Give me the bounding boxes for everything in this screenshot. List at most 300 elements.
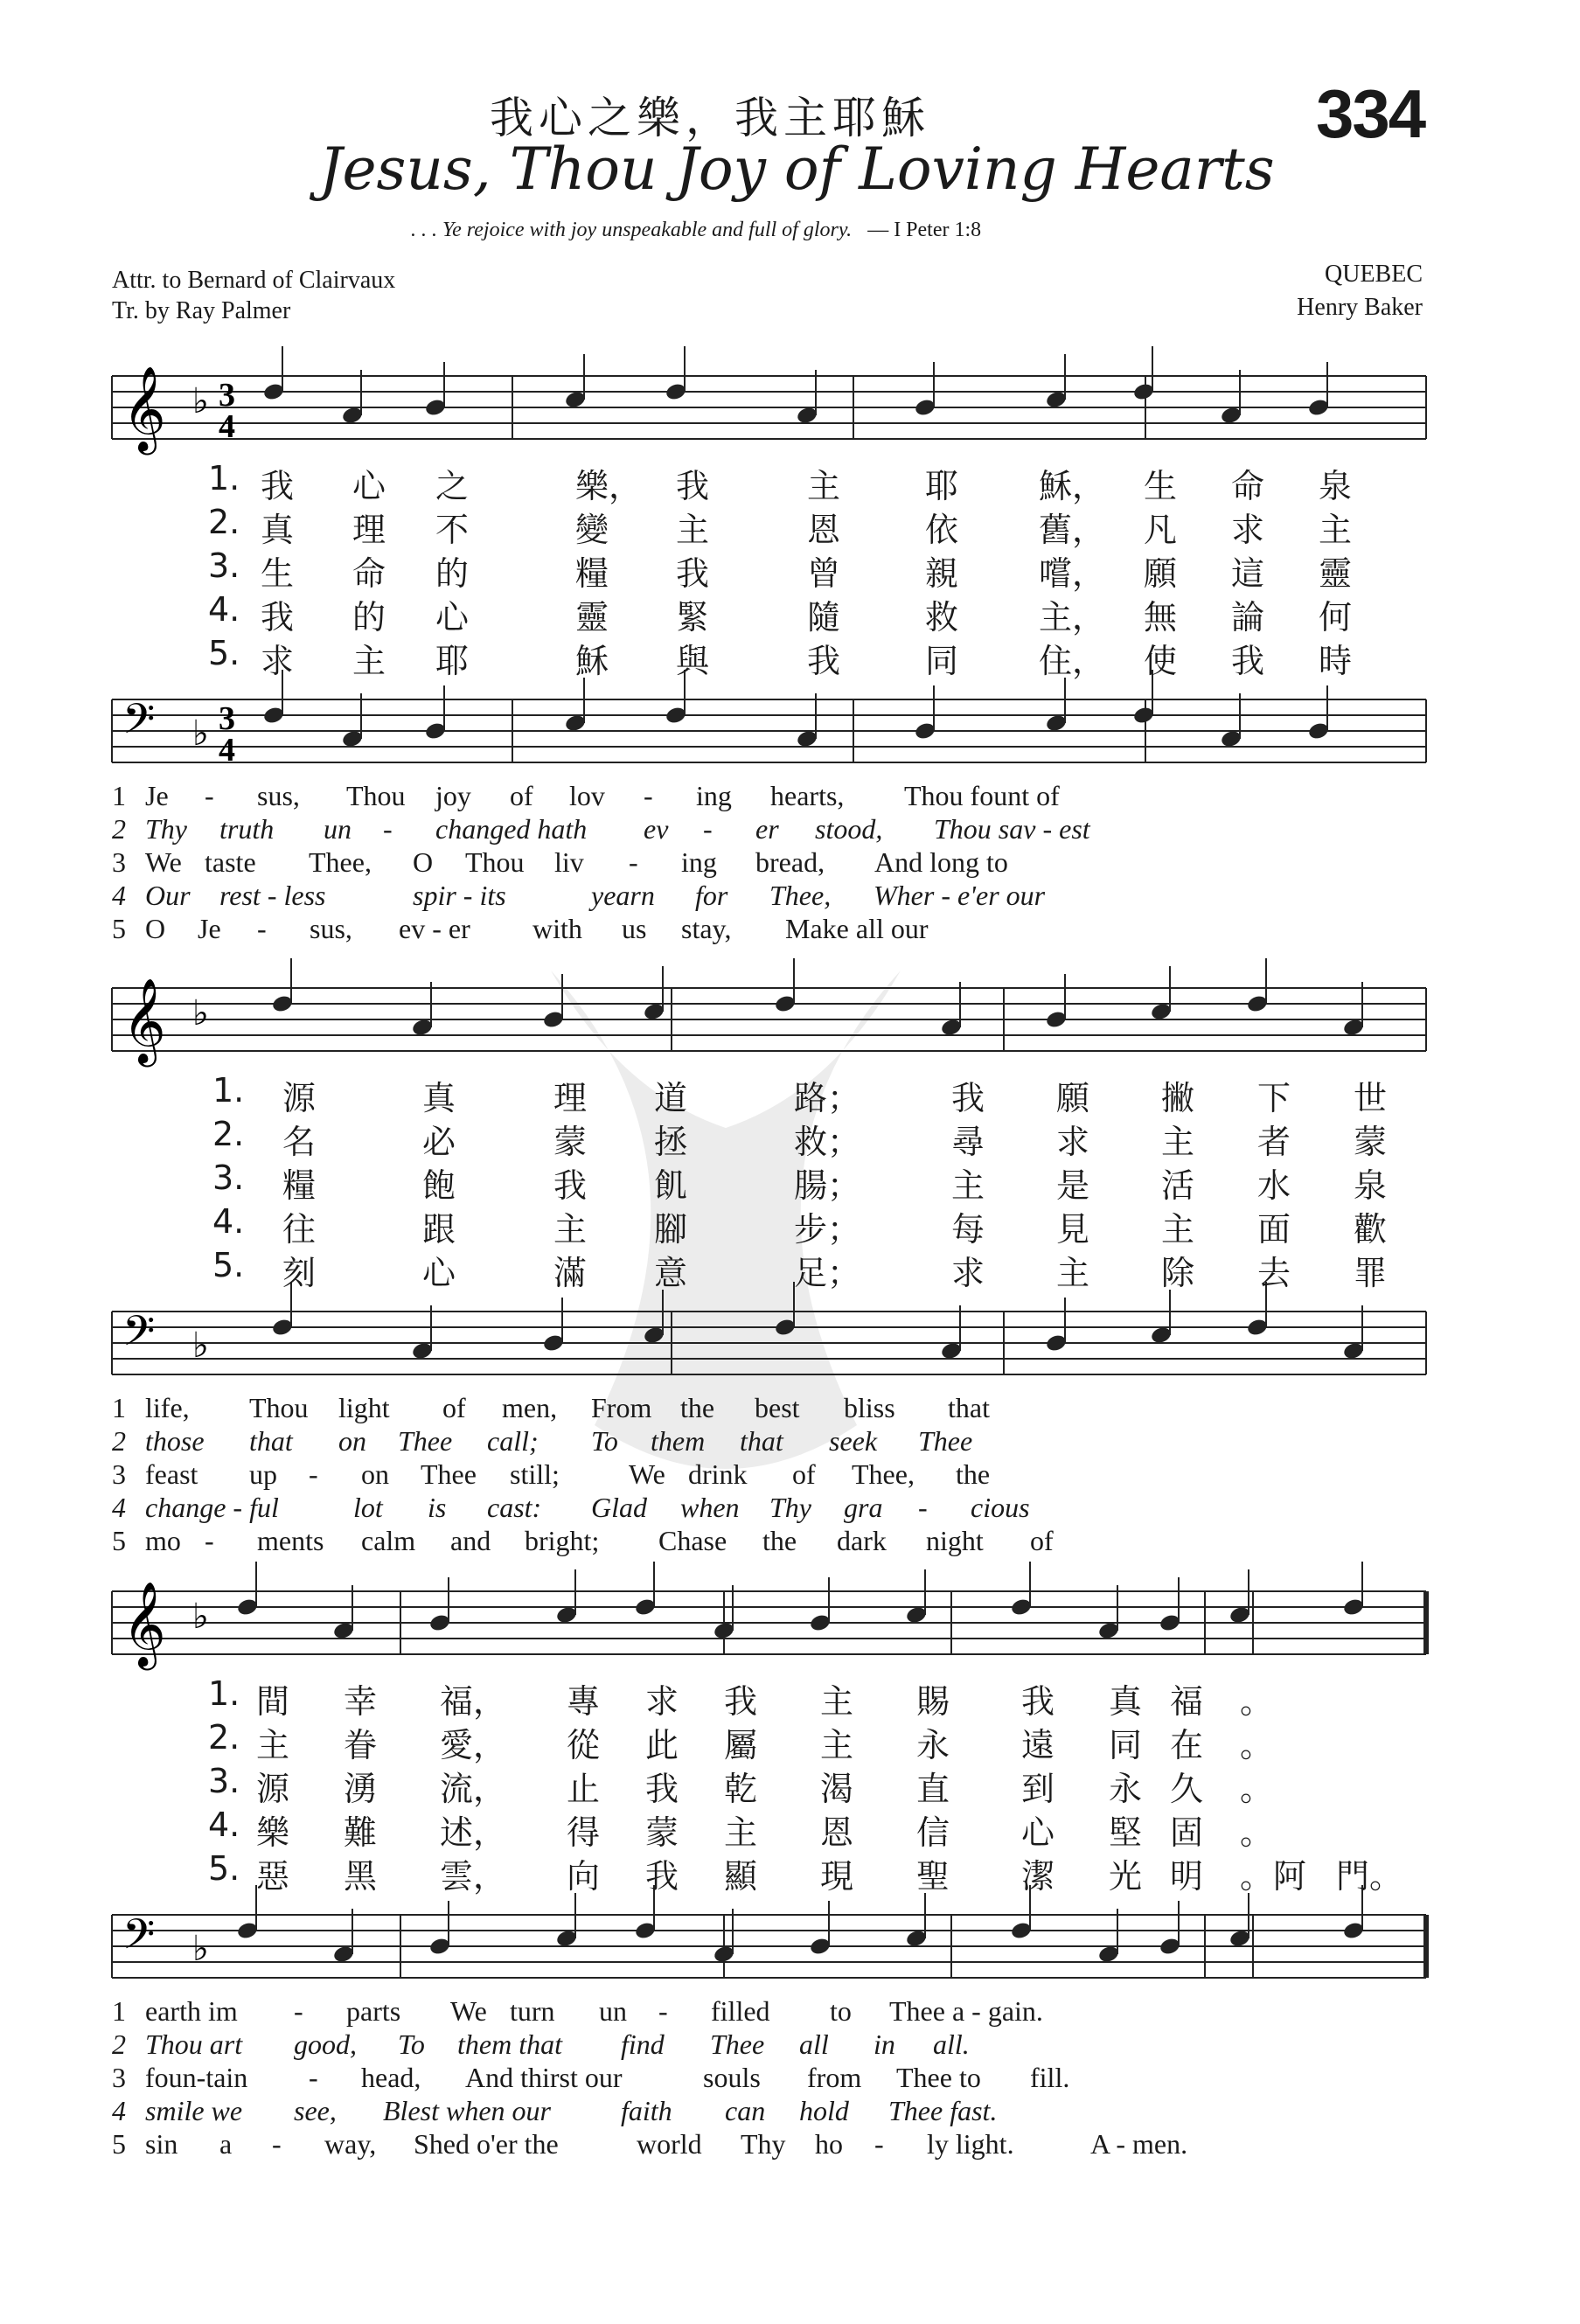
chinese-syllable: 我 (807, 642, 841, 680)
english-verse-3 (112, 846, 1426, 878)
epigraph-reference: — I Peter 1:8 (867, 219, 982, 241)
english-syllable: ly light. (927, 2128, 1014, 2160)
staff (112, 346, 1426, 455)
english-syllable: bread, (755, 846, 825, 878)
chinese-syllable: 光 (1109, 1857, 1143, 1896)
verse-number: 1. (208, 1674, 240, 1713)
english-syllable: smile we (145, 2095, 243, 2126)
chinese-syllable: 見 (1056, 1210, 1090, 1249)
verse-number: 1 (112, 1392, 126, 1423)
chinese-verse-2 (112, 503, 1426, 549)
chinese-verse-4 (112, 1202, 1426, 1249)
chinese-syllable: 求 (261, 642, 295, 680)
chinese-syllable: 耶 (435, 642, 470, 680)
music-system-1 (112, 332, 1426, 944)
english-syllable: Thou (249, 1392, 309, 1423)
chinese-syllable: 真 (261, 511, 295, 549)
english-syllable: the (680, 1392, 715, 1423)
chinese-syllable: 尋 (951, 1123, 985, 1161)
english-syllable: Thee (710, 2028, 765, 2060)
english-syllable: - (309, 1458, 318, 1490)
chinese-verse-1 (112, 459, 1426, 505)
verse-number: 5. (208, 634, 240, 672)
english-syllable: Thou sav - est (934, 813, 1090, 845)
chinese-syllable: 久 (1170, 1770, 1204, 1808)
chinese-syllable: 願 (1144, 554, 1178, 593)
chinese-syllable: 親 (925, 554, 959, 593)
english-syllable: those (145, 1425, 205, 1457)
chinese-syllable: 在 (1170, 1726, 1204, 1764)
english-verse-2 (112, 813, 1426, 845)
author-credit: Attr. to Bernard of Clairvaux (112, 267, 396, 294)
english-syllable: Thee fast. (888, 2095, 998, 2126)
chinese-syllable: 活 (1161, 1166, 1195, 1205)
english-syllable: We (450, 1995, 487, 2027)
chinese-syllable: 遠 (1021, 1726, 1055, 1764)
chinese-syllable: 理 (553, 1079, 588, 1117)
staff (112, 1282, 1426, 1374)
chinese-syllable: 糧 (282, 1166, 317, 1205)
english-syllable: Glad (591, 1492, 647, 1523)
english-syllable: And long to (874, 846, 1008, 878)
english-verse-1 (112, 1995, 1426, 2027)
chinese-syllable: 我 (1231, 642, 1265, 680)
time-signature-top: 3 (219, 700, 235, 737)
chinese-syllable: 真 (422, 1079, 456, 1117)
chinese-syllable: 主， (1039, 598, 1106, 637)
chinese-syllable: 源 (282, 1079, 317, 1117)
chinese-syllable: 世 (1354, 1079, 1388, 1117)
chinese-syllable: 心 (352, 467, 386, 505)
english-syllable: To (398, 2028, 425, 2060)
english-syllable: - (874, 2128, 884, 2160)
chinese-syllable: 求 (1231, 511, 1265, 549)
verse-number: 2. (208, 1718, 240, 1757)
english-syllable: Our (145, 880, 191, 911)
chinese-verse-5 (112, 1849, 1426, 1896)
verse-number: 4 (112, 880, 126, 911)
english-syllable: drink (688, 1458, 748, 1490)
english-verse-5 (112, 2128, 1426, 2160)
english-syllable: dark (837, 1525, 887, 1556)
time-signature-bottom: 4 (219, 732, 235, 769)
english-syllable: in (874, 2028, 895, 2060)
chinese-syllable: 命 (1231, 467, 1265, 505)
chinese-syllable: 曾 (807, 554, 841, 593)
chinese-syllable: 永 (1109, 1770, 1143, 1808)
chinese-syllable: 救； (794, 1123, 861, 1161)
english-verse-2 (112, 1425, 1426, 1457)
chinese-syllable: 住， (1039, 642, 1106, 680)
english-syllable: when (680, 1492, 740, 1523)
english-syllable: of (442, 1392, 466, 1423)
chinese-verse-5 (112, 634, 1426, 680)
chinese-syllable: 變 (575, 511, 609, 549)
chinese-title: 我心之樂，我主耶穌 (490, 93, 930, 143)
chinese-syllable: 。 (1240, 1682, 1274, 1721)
english-syllable: - (629, 846, 638, 878)
chinese-syllable: 必 (422, 1123, 456, 1161)
english-syllable: bright; (525, 1525, 600, 1556)
chinese-syllable: 主 (553, 1210, 588, 1249)
chinese-syllable: 往 (282, 1210, 317, 1249)
chinese-syllable: 之 (435, 467, 470, 505)
chinese-syllable: 救 (925, 598, 959, 637)
english-syllable: of (1030, 1525, 1054, 1556)
english-syllable: Thee, (309, 846, 372, 878)
chinese-syllable: 到 (1021, 1770, 1055, 1808)
bass-clef-icon: 𝄢 (122, 1910, 156, 1969)
english-syllable: a (219, 2128, 233, 2160)
chinese-syllable: 嚐， (1039, 554, 1106, 593)
chinese-verse-4 (112, 590, 1426, 637)
verse-number: 3. (208, 546, 240, 585)
chinese-syllable: 門。 (1336, 1857, 1403, 1896)
chinese-syllable: 撇 (1161, 1079, 1195, 1117)
english-syllable: And thirst our (465, 2062, 623, 2093)
english-syllable: call; (487, 1425, 539, 1457)
english-syllable: O (413, 846, 434, 878)
english-syllable: from (807, 2062, 862, 2093)
english-syllable: Wher - e'er our (874, 880, 1046, 911)
chinese-syllable: 主 (820, 1682, 854, 1721)
verse-number: 3 (112, 846, 126, 878)
chinese-syllable: 泉 (1354, 1166, 1388, 1205)
english-verse-3 (112, 1458, 1426, 1490)
english-syllable: Shed o'er the (414, 2128, 559, 2160)
chinese-syllable: 得 (567, 1813, 601, 1852)
bass-clef-icon: 𝄢 (122, 694, 156, 754)
english-syllable: life, (145, 1392, 190, 1423)
verse-number: 4 (112, 1492, 126, 1523)
chinese-syllable: 主 (256, 1726, 290, 1764)
english-syllable: Thy (741, 2128, 786, 2160)
chinese-syllable: 足； (794, 1254, 861, 1292)
treble-clef-icon: 𝄞 (122, 365, 166, 451)
chinese-syllable: 主 (1056, 1254, 1090, 1292)
chinese-syllable: 腳 (654, 1210, 688, 1249)
english-syllable: that (249, 1425, 293, 1457)
english-syllable: joy (435, 780, 471, 811)
english-syllable: - (272, 2128, 282, 2160)
english-syllable: of (792, 1458, 816, 1490)
chinese-verse-1 (112, 1071, 1426, 1117)
english-syllable: the (956, 1458, 991, 1490)
chinese-syllable: 主 (820, 1726, 854, 1764)
english-verse-2 (112, 2028, 1426, 2060)
english-syllable: - (294, 1995, 303, 2027)
chinese-syllable: 我 (951, 1079, 985, 1117)
english-syllable: still; (510, 1458, 560, 1490)
english-syllable: rest - less (219, 880, 326, 911)
chinese-syllable: 。阿 (1240, 1857, 1307, 1896)
chinese-syllable: 樂， (575, 467, 643, 505)
chinese-syllable: 主 (1161, 1210, 1195, 1249)
chinese-syllable: 舊， (1039, 511, 1106, 549)
chinese-syllable: 我 (645, 1857, 679, 1896)
english-syllable: the (762, 1525, 797, 1556)
chinese-verse-1 (112, 1674, 1426, 1721)
chinese-syllable: 飽 (422, 1166, 456, 1205)
chinese-syllable: 明 (1170, 1857, 1204, 1896)
english-syllable: feast (145, 1458, 198, 1490)
chinese-verse-2 (112, 1115, 1426, 1161)
english-syllable: filled (711, 1995, 770, 2027)
english-syllable: all. (933, 2028, 970, 2060)
chinese-syllable: 生 (1144, 467, 1178, 505)
verse-number: 2 (112, 2028, 126, 2060)
chinese-syllable: 求 (1056, 1123, 1090, 1161)
english-syllable: to (830, 1995, 852, 2027)
chinese-syllable: 恩 (807, 511, 841, 549)
english-syllable: can (725, 2095, 766, 2126)
chinese-syllable: 糧 (575, 554, 609, 593)
english-syllable: light (338, 1392, 390, 1423)
chinese-verse-4 (112, 1806, 1426, 1852)
english-syllable: Chase (658, 1525, 727, 1556)
english-syllable: them that (457, 2028, 562, 2060)
english-verse-3 (112, 2062, 1426, 2093)
english-syllable: see, (294, 2095, 337, 2126)
chinese-syllable: 去 (1257, 1254, 1291, 1292)
chinese-syllable: 我 (676, 554, 710, 593)
english-syllable: Je (145, 780, 169, 811)
english-syllable: souls (703, 2062, 761, 2093)
chinese-syllable: 福， (440, 1682, 507, 1721)
chinese-syllable: 生 (261, 554, 295, 593)
chinese-syllable: 論 (1231, 598, 1265, 637)
english-syllable: with (532, 913, 582, 944)
key-flat-icon: ♭ (192, 713, 209, 754)
chinese-syllable: 隨 (807, 598, 841, 637)
chinese-syllable: 真 (1109, 1682, 1143, 1721)
english-syllable: turn (510, 1995, 555, 2027)
english-syllable: find (621, 2028, 665, 2060)
english-syllable: that (740, 1425, 783, 1457)
chinese-syllable: 滿 (553, 1254, 588, 1292)
chinese-syllable: 罪 (1354, 1254, 1388, 1292)
staff (112, 670, 1426, 762)
verse-number: 5 (112, 913, 126, 944)
chinese-syllable: 使 (1144, 642, 1178, 680)
english-verse-4 (112, 2095, 1426, 2126)
chinese-verse-5 (112, 1246, 1426, 1292)
chinese-syllable: 主 (951, 1166, 985, 1205)
chinese-syllable: 福 (1170, 1682, 1204, 1721)
english-syllable: hearts, (770, 780, 845, 811)
chinese-syllable: 歡 (1354, 1210, 1388, 1249)
english-syllable: cious (971, 1492, 1030, 1523)
chinese-syllable: 跟 (422, 1210, 456, 1249)
chinese-syllable: 流， (440, 1770, 507, 1808)
english-syllable: and (450, 1525, 491, 1556)
english-syllable: - (644, 780, 653, 811)
english-syllable: We (629, 1458, 665, 1490)
key-flat-icon: ♭ (192, 1326, 209, 1366)
chinese-syllable: 主 (352, 642, 386, 680)
treble-clef-icon: 𝄞 (122, 1581, 166, 1666)
english-syllable: gra (844, 1492, 883, 1523)
english-syllable: Thy (145, 813, 187, 845)
english-syllable: sin (145, 2128, 178, 2160)
verse-number: 1 (112, 780, 126, 811)
chinese-syllable: 下 (1257, 1079, 1291, 1117)
chinese-syllable: 同 (1109, 1726, 1143, 1764)
english-syllable: lot (353, 1492, 383, 1523)
english-syllable: Thou art (145, 2028, 243, 2060)
chinese-syllable: 蒙 (1354, 1123, 1388, 1161)
verse-number: 3 (112, 2062, 126, 2093)
english-syllable: Thy (769, 1492, 811, 1523)
verse-number: 4. (212, 1202, 245, 1241)
english-syllable: calm (361, 1525, 416, 1556)
chinese-syllable: 固 (1170, 1813, 1204, 1852)
english-syllable: O (145, 913, 166, 944)
chinese-syllable: 這 (1231, 554, 1265, 593)
chinese-syllable: 靈 (575, 598, 609, 637)
english-syllable: Thee (421, 1458, 477, 1490)
english-syllable: Thee (918, 1425, 973, 1457)
chinese-syllable: 面 (1257, 1210, 1291, 1249)
english-syllable: faith (621, 2095, 672, 2126)
chinese-syllable: 命 (352, 554, 386, 593)
chinese-syllable: 恩 (820, 1813, 854, 1852)
verse-number: 5. (212, 1246, 245, 1284)
chinese-syllable: 直 (916, 1770, 950, 1808)
english-syllable: foun-tain (145, 2062, 248, 2093)
verse-number: 2. (212, 1115, 245, 1153)
english-verse-4 (112, 880, 1426, 911)
english-syllable: Thee a - gain. (889, 1995, 1043, 2027)
english-syllable: on (338, 1425, 366, 1457)
epigraph (411, 219, 981, 242)
english-syllable: ev (644, 813, 669, 845)
tune-name: QUEBEC (1325, 261, 1423, 288)
chinese-syllable: 止 (567, 1770, 601, 1808)
english-syllable: all (799, 2028, 829, 2060)
chinese-syllable: 乾 (724, 1770, 758, 1808)
english-syllable: Thou (346, 780, 406, 811)
chinese-verse-3 (112, 546, 1426, 593)
english-syllable: A - men. (1090, 2128, 1188, 2160)
english-syllable: stay, (681, 913, 732, 944)
chinese-syllable: 穌 (575, 642, 609, 680)
english-syllable: We (145, 846, 182, 878)
verse-number: 3. (212, 1159, 245, 1197)
english-syllable: ing (696, 780, 732, 811)
staff (112, 958, 1426, 1067)
time-signature-bottom: 4 (219, 408, 235, 445)
chinese-syllable: 每 (951, 1210, 985, 1249)
chinese-syllable: 幸 (344, 1682, 378, 1721)
verse-number: 5 (112, 2128, 126, 2160)
chinese-syllable: 我 (676, 467, 710, 505)
chinese-syllable: 我 (553, 1166, 588, 1205)
english-syllable: ho (815, 2128, 843, 2160)
chinese-syllable: 刻 (282, 1254, 317, 1292)
chinese-syllable: 者 (1257, 1123, 1291, 1161)
chinese-syllable: 屬 (724, 1726, 758, 1764)
english-syllable: world (637, 2128, 702, 2160)
english-syllable: is (428, 1492, 447, 1523)
chinese-syllable: 難 (344, 1813, 378, 1852)
english-syllable: Thee, (852, 1458, 915, 1490)
chinese-syllable: 泉 (1319, 467, 1353, 505)
chinese-syllable: 步； (794, 1210, 861, 1249)
english-syllable: earth im (145, 1995, 238, 2027)
chinese-syllable: 主 (1161, 1123, 1195, 1161)
english-syllable: bliss (844, 1392, 895, 1423)
english-syllable: for (695, 880, 728, 911)
chinese-syllable: 除 (1161, 1254, 1195, 1292)
english-syllable: fill. (1030, 2062, 1070, 2093)
chinese-syllable: 緊 (676, 598, 710, 637)
chinese-syllable: 名 (282, 1123, 317, 1161)
chinese-syllable: 樂 (256, 1813, 290, 1852)
english-syllable: good, (294, 2028, 357, 2060)
music-system-3 (112, 1548, 1426, 2195)
music-system-2 (112, 944, 1426, 1556)
english-syllable: - (309, 2062, 318, 2093)
epigraph-text: . . . Ye rejoice with joy unspeakable and full of glory. (411, 219, 853, 241)
english-syllable: them (651, 1425, 706, 1457)
english-syllable: Je (198, 913, 221, 944)
chinese-syllable: 靈 (1319, 554, 1353, 593)
chinese-syllable: 堅 (1109, 1813, 1143, 1852)
chinese-syllable: 主 (1319, 511, 1353, 549)
english-syllable: Blest when our (383, 2095, 551, 2126)
staff (112, 1885, 1426, 1978)
english-syllable: - (257, 913, 267, 944)
chinese-syllable: 我 (645, 1770, 679, 1808)
english-verse-1 (112, 1392, 1426, 1423)
chinese-syllable: 眷 (344, 1726, 378, 1764)
chinese-syllable: 賜 (916, 1682, 950, 1721)
chinese-syllable: 拯 (654, 1123, 688, 1161)
english-syllable: way, (324, 2128, 377, 2160)
chinese-syllable: 主 (724, 1813, 758, 1852)
english-syllable: parts (346, 1995, 401, 2027)
english-syllable: un (324, 813, 351, 845)
chinese-verse-2 (112, 1718, 1426, 1764)
chinese-syllable: 我 (261, 598, 295, 637)
chinese-syllable: 心 (435, 598, 470, 637)
time-signature-top: 3 (219, 377, 235, 414)
english-syllable: ments (257, 1525, 324, 1556)
chinese-syllable: 飢 (654, 1166, 688, 1205)
chinese-syllable: 永 (916, 1726, 950, 1764)
chinese-syllable: 無 (1144, 598, 1178, 637)
english-syllable: er (755, 813, 779, 845)
translator-credit: Tr. by Ray Palmer (112, 297, 291, 324)
chinese-syllable: 同 (925, 642, 959, 680)
english-syllable: truth (219, 813, 275, 845)
chinese-syllable: 心 (422, 1254, 456, 1292)
chinese-syllable: 何 (1319, 598, 1353, 637)
key-flat-icon: ♭ (192, 1597, 209, 1637)
english-syllable: best (755, 1392, 800, 1423)
hymn-number: 334 (1316, 75, 1425, 152)
chinese-syllable: 向 (567, 1857, 601, 1896)
chinese-syllable: 湧 (344, 1770, 378, 1808)
english-syllable: up (249, 1458, 277, 1490)
english-title: Jesus, Thou Joy of Loving Hearts (319, 136, 1275, 203)
chinese-syllable: 源 (256, 1770, 290, 1808)
chinese-syllable: 道 (654, 1079, 688, 1117)
chinese-syllable: 不 (435, 511, 470, 549)
chinese-syllable: 現 (820, 1857, 854, 1896)
verse-number: 2 (112, 813, 126, 845)
